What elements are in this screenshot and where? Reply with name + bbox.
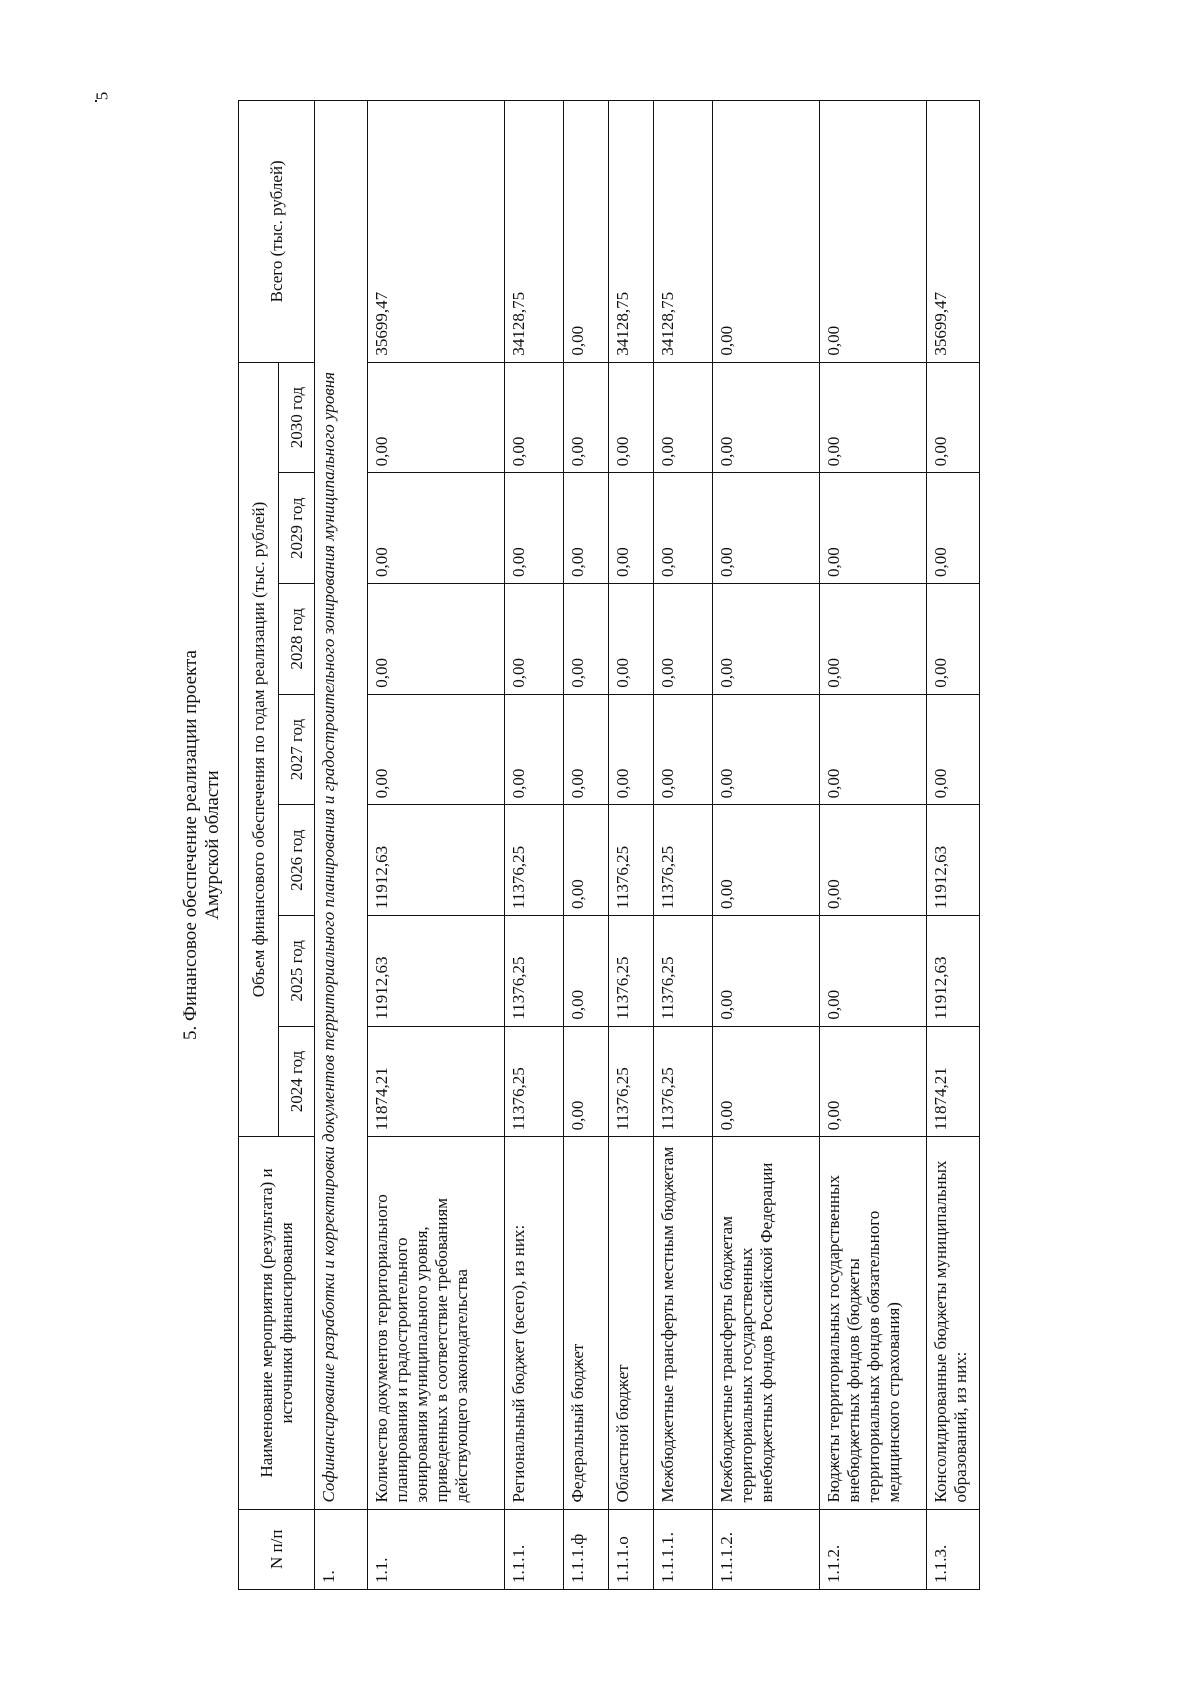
section-num: 1.: [315, 1509, 368, 1589]
table-row: [654, 101, 713, 1590]
row-year-value: 0,00: [609, 473, 654, 584]
row-year-value: 11912,63: [927, 805, 980, 916]
row-year-value: 11912,63: [927, 916, 980, 1027]
scan-speck: [95, 100, 97, 102]
header-row: [239, 101, 279, 1590]
row-year-value: 0,00: [820, 916, 927, 1027]
row-name: Областной бюджет: [609, 1137, 654, 1509]
row-year-value: 0,00: [564, 473, 609, 584]
header-year: 2028 год: [279, 584, 315, 695]
row-year-value: 0,00: [820, 805, 927, 916]
row-total: 0,00: [820, 101, 927, 363]
row-year-value: 0,00: [564, 1026, 609, 1137]
row-year-value: 0,00: [505, 584, 564, 695]
row-total: 0,00: [564, 101, 609, 363]
header-year: 2029 год: [279, 473, 315, 584]
row-year-value: 11376,25: [609, 1026, 654, 1137]
section-row: [315, 101, 368, 1590]
row-year-value: 0,00: [713, 916, 820, 1027]
row-year-value: 11376,25: [505, 1026, 564, 1137]
row-year-value: 0,00: [927, 362, 980, 473]
row-num: 1.1.1.: [505, 1509, 564, 1589]
row-year-value: 0,00: [609, 694, 654, 805]
row-total: 0,00: [713, 101, 820, 363]
row-name: Количество документов территориального планирования и градостроительного зонирования муниципального уровня, приведенных в соответствие требованиям действующего законодательства: [368, 1137, 505, 1509]
row-year-value: 0,00: [820, 694, 927, 805]
row-year-value: 0,00: [820, 1026, 927, 1137]
row-year-value: 0,00: [654, 362, 713, 473]
header-name: Наименование мероприятия (результата) и источники финансирования: [239, 1137, 315, 1509]
row-name: Бюджеты территориальных государственных внебюджетных фондов (бюджеты территориальных фондов обязательного медицинского страхования): [820, 1137, 927, 1509]
row-num: 1.1.1.1.: [654, 1509, 713, 1589]
row-year-value: 0,00: [368, 584, 505, 695]
rotated-sheet: [180, 100, 1110, 1590]
row-year-value: 0,00: [564, 694, 609, 805]
row-num: 1.1.: [368, 1509, 505, 1589]
row-name: Межбюджетные трансферты бюджетам территориальных государственных внебюджетных фондов Российской Федерации: [713, 1137, 820, 1509]
row-year-value: 0,00: [609, 584, 654, 695]
row-year-value: 0,00: [654, 694, 713, 805]
row-year-value: 0,00: [505, 362, 564, 473]
row-year-value: 0,00: [927, 584, 980, 695]
row-total: 35699,47: [927, 101, 980, 363]
table-row: [368, 101, 505, 1590]
row-year-value: 11376,25: [505, 805, 564, 916]
row-year-value: 0,00: [820, 362, 927, 473]
header-num: N п/п: [239, 1509, 315, 1589]
row-year-value: 11376,25: [505, 916, 564, 1027]
row-year-value: 11376,25: [654, 916, 713, 1027]
row-year-value: 0,00: [564, 584, 609, 695]
header-year: 2024 год: [279, 1026, 315, 1137]
document-title: [180, 100, 224, 1590]
row-name: Региональный бюджет (всего), из них:: [505, 1137, 564, 1509]
page-number: 5: [92, 91, 112, 101]
row-year-value: 0,00: [564, 916, 609, 1027]
row-year-value: 0,00: [654, 584, 713, 695]
row-year-value: 0,00: [368, 694, 505, 805]
row-year-value: 0,00: [713, 473, 820, 584]
row-num: 1.1.2.: [820, 1509, 927, 1589]
row-year-value: 0,00: [609, 362, 654, 473]
row-year-value: 0,00: [713, 694, 820, 805]
header-year: 2027 год: [279, 694, 315, 805]
row-year-value: 0,00: [713, 805, 820, 916]
header-volume: Объем финансового обеспечения по годам реализации (тыс. рублей): [239, 362, 279, 1137]
row-year-value: 0,00: [820, 473, 927, 584]
row-year-value: 11376,25: [609, 805, 654, 916]
row-year-value: 0,00: [505, 694, 564, 805]
row-year-value: 0,00: [654, 473, 713, 584]
header-total: Всего (тыс. рублей): [239, 101, 315, 363]
row-year-value: 0,00: [927, 694, 980, 805]
table-row: [820, 101, 927, 1590]
row-year-value: 11376,25: [609, 916, 654, 1027]
row-year-value: 11874,21: [927, 1026, 980, 1137]
row-year-value: 0,00: [368, 362, 505, 473]
table-body: [368, 101, 980, 1590]
title-line-1: 5. Финансовое обеспечение реализации проекта: [180, 650, 201, 1040]
row-year-value: 0,00: [713, 362, 820, 473]
section-title: Софинансирование разработки и корректировки документов территориального планирования и градостроительного зонирования муниципального уровня: [315, 101, 368, 1510]
row-total: 35699,47: [368, 101, 505, 363]
row-year-value: 0,00: [820, 584, 927, 695]
row-year-value: 11376,25: [654, 1026, 713, 1137]
row-year-value: 11912,63: [368, 916, 505, 1027]
row-name: Консолидированные бюджеты муниципальных образований, из них:: [927, 1137, 980, 1509]
row-year-value: 0,00: [927, 473, 980, 584]
header-year: 2026 год: [279, 805, 315, 916]
row-total: 34128,75: [505, 101, 564, 363]
row-year-value: 0,00: [368, 473, 505, 584]
row-year-value: 11376,25: [654, 805, 713, 916]
row-year-value: 0,00: [564, 362, 609, 473]
row-num: 1.1.3.: [927, 1509, 980, 1589]
table-row: [564, 101, 609, 1590]
table-row: [609, 101, 654, 1590]
financing-table: [238, 100, 980, 1590]
row-name: Федеральный бюджет: [564, 1137, 609, 1509]
table-row: [505, 101, 564, 1590]
title-line-2: Амурской области: [202, 770, 223, 920]
row-num: 1.1.1.о: [609, 1509, 654, 1589]
row-year-value: 11874,21: [368, 1026, 505, 1137]
table-row: [927, 101, 980, 1590]
header-year: 2025 год: [279, 916, 315, 1027]
row-year-value: 0,00: [713, 584, 820, 695]
row-year-value: 0,00: [564, 805, 609, 916]
row-year-value: 0,00: [713, 1026, 820, 1137]
table-row: [713, 101, 820, 1590]
row-num: 1.1.1.ф: [564, 1509, 609, 1589]
row-name: Межбюджетные трансферты местным бюджетам: [654, 1137, 713, 1509]
row-total: 34128,75: [609, 101, 654, 363]
header-year: 2030 год: [279, 362, 315, 473]
row-year-value: 11912,63: [368, 805, 505, 916]
row-num: 1.1.1.2.: [713, 1509, 820, 1589]
row-total: 34128,75: [654, 101, 713, 363]
row-year-value: 0,00: [505, 473, 564, 584]
